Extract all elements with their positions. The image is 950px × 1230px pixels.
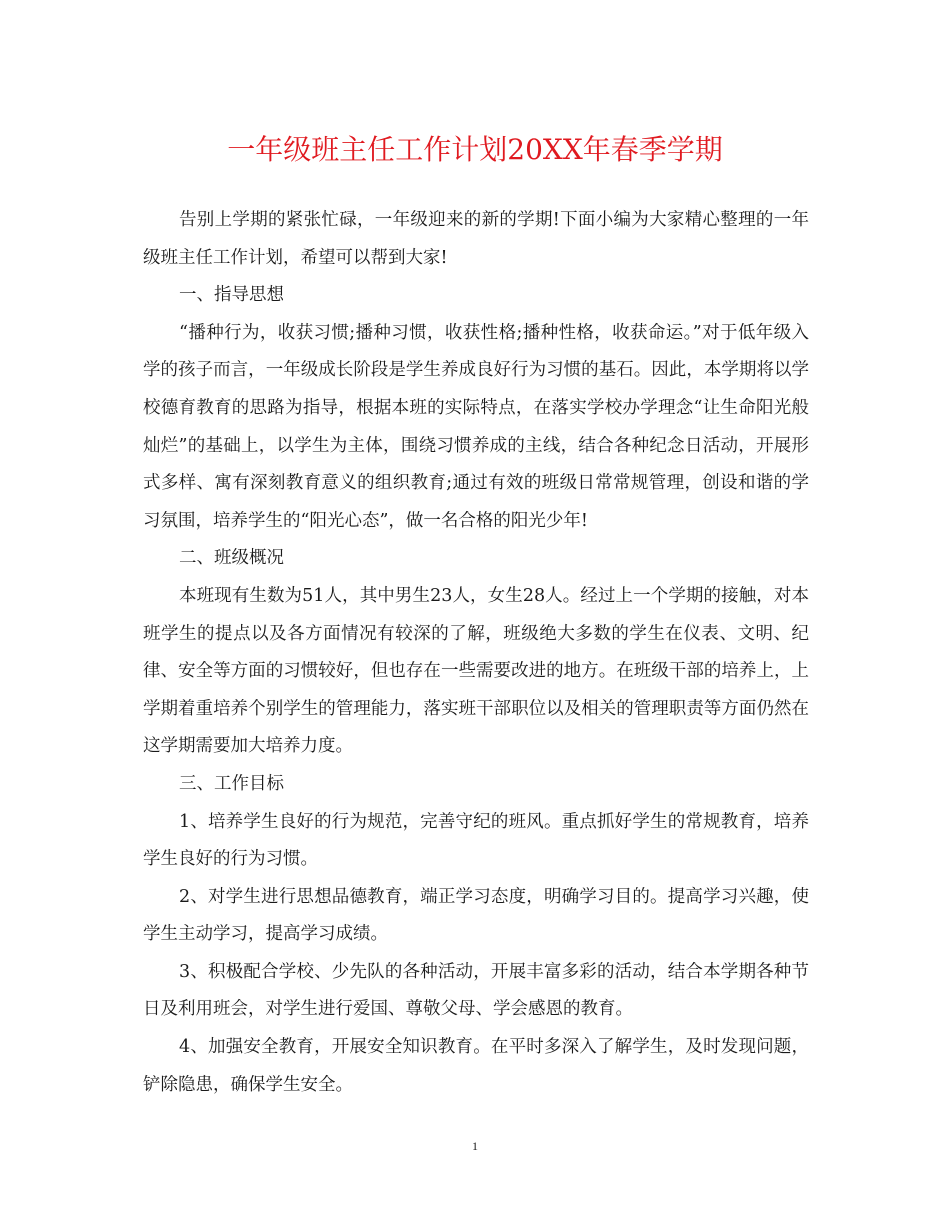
goal-item-3: 3、积极配合学校、少先队的各种活动，开展丰富多彩的活动，结合本学期各种节日及利用班会，对学生进行爱国、尊敬父母、学会感恩的教育。	[143, 961, 809, 1020]
guiding-ideology-paragraph: “播种行为，收获习惯;播种习惯，收获性格;播种性格，收获命运。”对于低年级入学的孩子而言，一年级成长阶段是学生养成良好行为习惯的基石。因此，本学期将以学校德育教育的思路为指导，根据本班的实际特点，在落实学校办学理念“让生命阳光般灿烂”的基础上，以学生为主体，围绕习惯养成的主线，结合各种纪念日活动，开展形式多样、寓有深刻教育意义的组织教育;通过有效的班级日常常规管理，创设和谐的学习氛围，培养学生的“阳光心态”，做一名合格的阳光少年!	[143, 322, 809, 531]
section-heading-guiding-ideology: 一、指导思想	[179, 285, 284, 306]
goal-item-1: 1、培养学生良好的行为规范，完善守纪的班风。重点抓好学生的常规教育，培养学生良好的行为习惯。	[143, 811, 809, 870]
goal-item-2: 2、对学生进行思想品德教育，端正学习态度，明确学习目的。提高学习兴趣，使学生主动学习，提高学习成绩。	[143, 886, 809, 945]
document-title: 一年级班主任工作计划20XX年春季学期	[227, 133, 723, 166]
page-number: 1	[472, 1139, 478, 1153]
section-heading-work-goals: 三、工作目标	[179, 773, 284, 794]
section-heading-class-overview: 二、班级概况	[179, 548, 284, 569]
class-overview-paragraph: 本班现有生数为51人，其中男生23人，女生28人。经过上一个学期的接触，对本班学生的提点以及各方面情况有较深的了解，班级绝大多数的学生在仪表、文明、纪律、安全等方面的习惯较好，但也存在一些需要改进的地方。在班级干部的培养上，上学期着重培养个别学生的管理能力，落实班干部职位以及相关的管理职责等方面仍然在这学期需要加大培养力度。	[143, 585, 809, 757]
intro-paragraph: 告别上学期的紧张忙碌，一年级迎来的新的学期!下面小编为大家精心整理的一年级班主任工作计划，希望可以帮到大家!	[143, 210, 809, 268]
document-body	[143, 202, 809, 1104]
goal-item-4: 4、加强安全教育，开展安全知识教育。在平时多深入了解学生，及时发现问题，铲除隐患，确保学生安全。	[143, 1037, 809, 1095]
